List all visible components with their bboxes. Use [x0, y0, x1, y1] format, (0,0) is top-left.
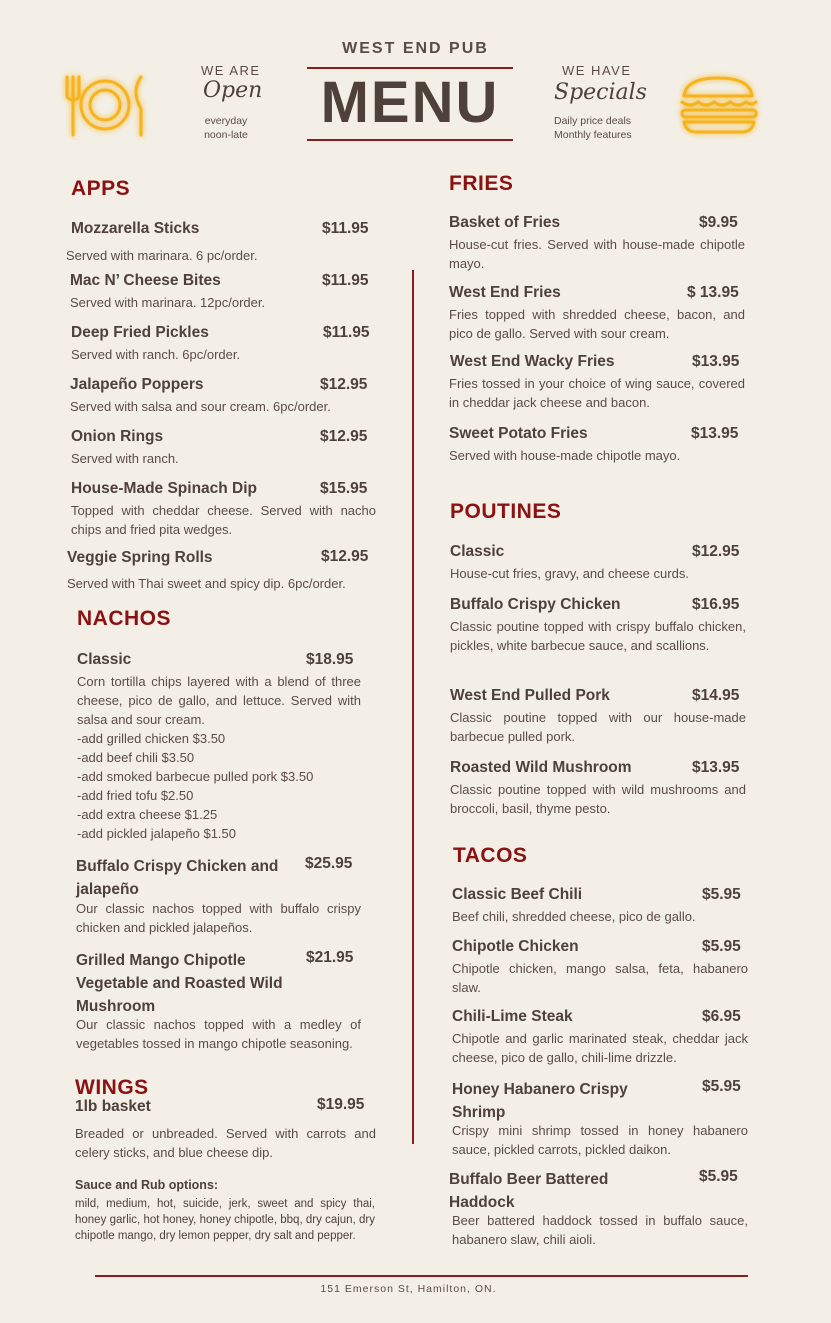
nachos-addon: -add smoked barbecue pulled pork $3.50	[77, 769, 314, 784]
wings-heading: WINGS	[75, 1076, 149, 1099]
fries-item-price: $9.95	[699, 214, 738, 231]
fries-item-name: Sweet Potato Fries	[449, 425, 588, 442]
plate-cutlery-icon	[55, 65, 155, 145]
poutines-item-desc: Classic poutine topped with crispy buffalo chicken, pickles, white barbecue sauce, and scallions.	[450, 619, 746, 653]
fries-item-price: $13.95	[692, 353, 740, 370]
fries-item-desc: Fries tossed in your choice of wing sauce, covered in cheddar jack cheese and bacon.	[449, 376, 745, 410]
tacos-item-price: $5.95	[702, 1078, 741, 1095]
tacos-item-desc: Chipotle chicken, mango salsa, feta, habanero slaw.	[452, 961, 748, 995]
fries-item-name: Basket of Fries	[449, 214, 561, 231]
tacos-item-desc: Crispy mini shrimp tossed in honey habanero sauce, pickled carrots, pickled daikon.	[452, 1123, 748, 1157]
open-line1: everyday	[204, 115, 248, 127]
apps-item-name: House-Made Spinach Dip	[71, 480, 258, 497]
tacos-item-name: Honey Habanero Crispy Shrimp	[452, 1081, 628, 1121]
nachos-item-desc: Corn tortilla chips layered with a blend of three cheese, pico de gallo, and lettuce. Served with salsa and sour cream.	[77, 674, 361, 727]
poutines-item-price: $13.95	[692, 759, 740, 776]
tacos-item-name: Classic Beef Chili	[452, 886, 583, 903]
title-bottom-rule	[307, 139, 513, 141]
nachos-heading: NACHOS	[77, 607, 172, 630]
nachos-addon: -add beef chili $3.50	[77, 750, 195, 765]
apps-item-desc: Served with ranch.	[71, 451, 179, 466]
tacos-item-desc: Beef chili, shredded cheese, pico de gallo.	[452, 909, 696, 924]
we-are-label: WE ARE	[201, 63, 261, 78]
tacos-heading: TACOS	[453, 844, 528, 867]
poutines-item-desc: House-cut fries, gravy, and cheese curds.	[450, 566, 689, 581]
we-have-label: WE HAVE	[562, 63, 632, 78]
poutines-heading: POUTINES	[450, 500, 562, 523]
wings-item-name: 1lb basket	[75, 1098, 151, 1115]
specials-line2: Monthly features	[554, 129, 632, 141]
tacos-item-price: $5.95	[702, 886, 741, 903]
apps-item-price: $11.95	[322, 220, 369, 237]
tacos-item-name: Chili-Lime Steak	[452, 1008, 573, 1025]
pub-name: WEST END PUB	[342, 40, 489, 57]
burger-icon	[672, 70, 764, 140]
nachos-item-name: Classic	[77, 651, 132, 668]
fries-item-desc: Served with house-made chipotle mayo.	[449, 448, 681, 463]
tacos-item-price: $5.95	[699, 1168, 738, 1185]
apps-item-price: $12.95	[321, 548, 369, 565]
fries-item-name: West End Wacky Fries	[450, 353, 615, 370]
fries-item-desc: House-cut fries. Served with house-made chipotle mayo.	[449, 237, 745, 271]
apps-item-desc: Served with marinara. 12pc/order.	[70, 295, 266, 310]
apps-item-price: $11.95	[323, 324, 370, 341]
poutines-item-name: Classic	[450, 543, 505, 560]
apps-item-name: Jalapeño Poppers	[70, 376, 204, 393]
column-divider	[412, 270, 414, 1144]
nachos-item-desc: Our classic nachos topped with a medley of vegetables tossed in mango chipotle seasoning.	[76, 1017, 361, 1051]
apps-item-desc: Served with Thai sweet and spicy dip. 6pc/order.	[67, 576, 346, 591]
sauce-options-title: Sauce and Rub options:	[75, 1178, 219, 1192]
fries-item-name: West End Fries	[449, 284, 561, 301]
apps-item-desc: Served with salsa and sour cream. 6pc/order.	[70, 399, 331, 414]
apps-item-name: Deep Fried Pickles	[71, 324, 209, 341]
nachos-addon: -add pickled jalapeño $1.50	[77, 826, 237, 841]
nachos-item-name: Grilled Mango Chipotle Vegetable and Roasted Wild Mushroom	[76, 952, 283, 1015]
specials-script: Specials	[554, 80, 647, 105]
poutines-item-price: $16.95	[692, 596, 740, 613]
apps-item-price: $12.95	[320, 428, 368, 445]
poutines-item-price: $14.95	[692, 687, 740, 704]
tacos-item-desc: Chipotle and garlic marinated steak, cheddar jack cheese, pico de gallo, chili-lime drizzle.	[452, 1031, 748, 1065]
specials-line1: Daily price deals	[554, 115, 632, 127]
apps-item-desc: Served with marinara. 6 pc/order.	[66, 248, 258, 263]
tacos-item-price: $5.95	[702, 938, 741, 955]
poutines-item-name: Buffalo Crispy Chicken	[450, 596, 621, 613]
tacos-item-desc: Beer battered haddock tossed in buffalo sauce, habanero slaw, chili aioli.	[452, 1213, 748, 1247]
apps-item-name: Mac N’ Cheese Bites	[70, 272, 221, 289]
apps-heading: APPS	[71, 177, 131, 200]
tacos-item-name: Buffalo Beer Battered Haddock	[449, 1171, 609, 1211]
title-top-rule	[307, 67, 513, 69]
poutines-item-name: West End Pulled Pork	[450, 687, 610, 704]
fries-item-price: $13.95	[691, 425, 739, 442]
apps-item-desc: Served with ranch. 6pc/order.	[71, 347, 241, 362]
wings-item-price: $19.95	[317, 1096, 365, 1113]
poutines-item-name: Roasted Wild Mushroom	[450, 759, 632, 776]
menu-title: MENU	[320, 70, 500, 135]
wings-item-desc: Breaded or unbreaded. Served with carrots and celery sticks, and blue cheese dip.	[75, 1126, 376, 1160]
nachos-item-price: $18.95	[306, 651, 354, 668]
apps-item-price: $11.95	[322, 272, 369, 289]
nachos-item-price: $21.95	[306, 949, 354, 966]
nachos-item-price: $25.95	[305, 855, 353, 872]
nachos-item-desc: Our classic nachos topped with buffalo crispy chicken and pickled jalapeños.	[76, 901, 361, 935]
nachos-item-name: Buffalo Crispy Chicken and jalapeño	[76, 858, 279, 898]
fries-item-desc: Fries topped with shredded cheese, bacon, and pico de gallo. Served with sour cream.	[449, 307, 745, 341]
tacos-item-price: $6.95	[702, 1008, 741, 1025]
nachos-addon: -add extra cheese $1.25	[77, 807, 218, 822]
sauce-options-list: mild, medium, hot, suicide, jerk, sweet and spicy thai, honey garlic, hot honey, honey chipotle, bbq, dry cajun, dry chipotle mango, dry lemon pepper, dry salt and pepper.	[75, 1198, 375, 1242]
nachos-addon: -add grilled chicken $3.50	[77, 731, 226, 746]
footer-address: 151 Emerson St, Hamilton, ON.	[320, 1283, 497, 1295]
apps-item-name: Mozzarella Sticks	[71, 220, 200, 237]
apps-item-name: Onion Rings	[71, 428, 164, 445]
poutines-item-desc: Classic poutine topped with wild mushrooms and broccoli, basil, thyme pesto.	[450, 782, 746, 816]
tacos-item-name: Chipotle Chicken	[452, 938, 579, 955]
apps-item-desc: Topped with cheddar cheese. Served with nacho chips and fried pita wedges.	[71, 503, 376, 537]
fries-item-price: $ 13.95	[687, 284, 739, 301]
nachos-addon: -add fried tofu $2.50	[77, 788, 194, 803]
fries-heading: FRIES	[449, 172, 514, 195]
apps-item-price: $12.95	[320, 376, 368, 393]
apps-item-name: Veggie Spring Rolls	[67, 549, 213, 566]
poutines-item-desc: Classic poutine topped with our house-made barbecue pulled pork.	[450, 710, 746, 744]
poutines-item-price: $12.95	[692, 543, 740, 560]
open-script: Open	[203, 78, 263, 103]
open-line2: noon-late	[204, 129, 248, 141]
footer-rule	[95, 1275, 748, 1277]
apps-item-price: $15.95	[320, 480, 368, 497]
